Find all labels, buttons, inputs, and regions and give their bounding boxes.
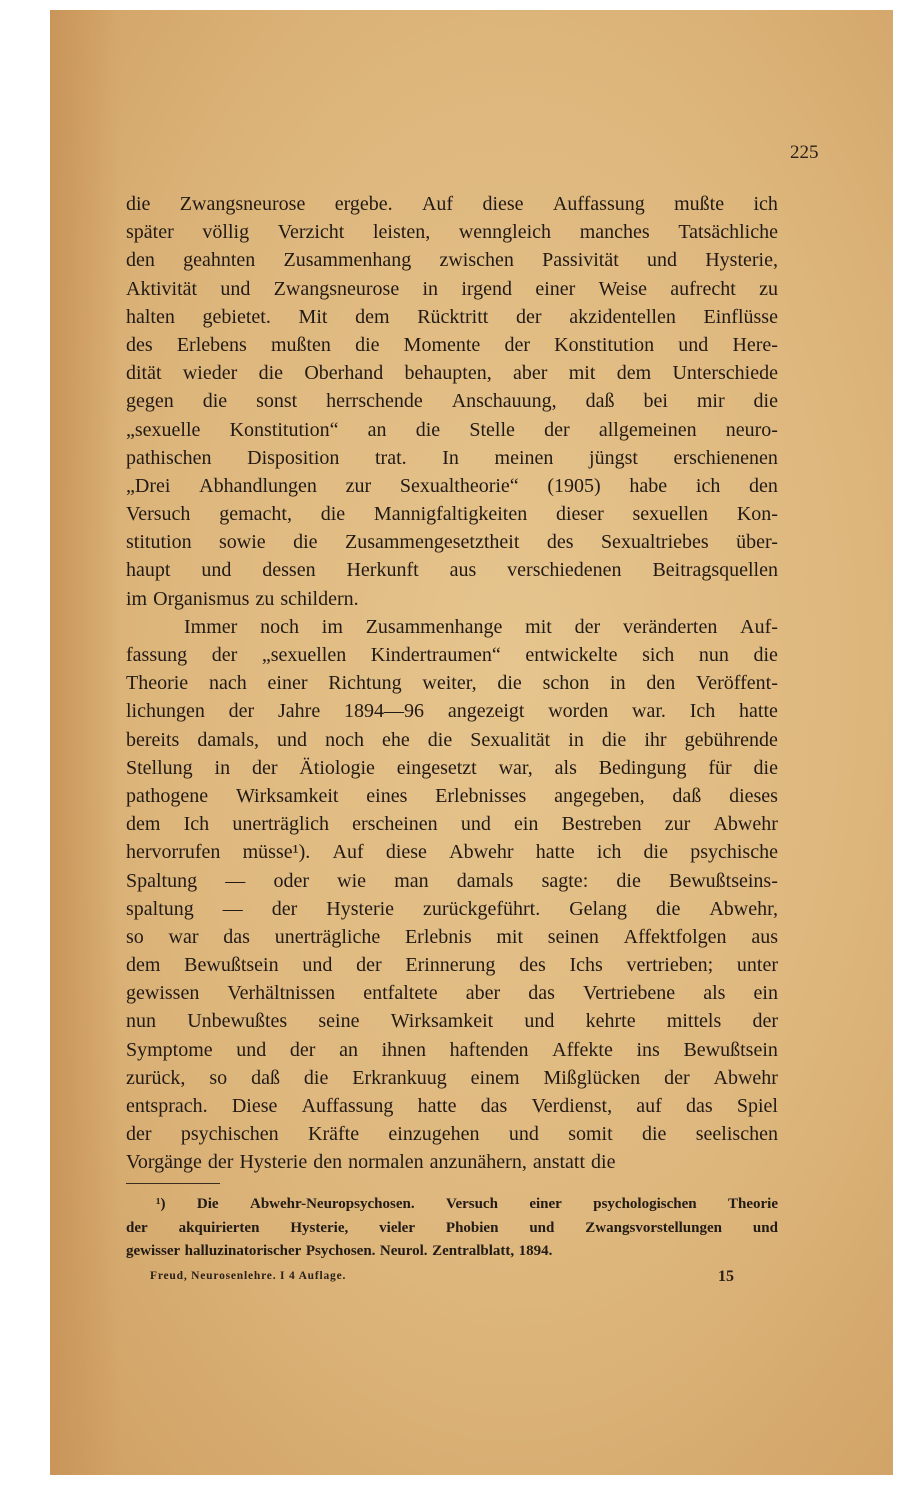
text-line: Symptome und der an ihnen haftenden Affekte ins Bewußtsein bbox=[126, 1038, 778, 1061]
text-line: pathogene Wirksamkeit eines Erlebnisses angegeben, daß dieses bbox=[126, 784, 778, 807]
text-line: des Erlebens mußten die Momente der Konstitution und Here- bbox=[126, 333, 778, 356]
text-line: später völlig Verzicht leisten, wenngleich manches Tatsächliche bbox=[126, 221, 778, 244]
text-line: halten gebietet. Mit dem Rücktritt der akzidentellen Einflüsse bbox=[126, 305, 778, 328]
text-line: Aktivität und Zwangsneurose in irgend einer Weise aufrecht zu bbox=[126, 277, 778, 300]
text-line: stitution sowie die Zusammengesetztheit des Sexualtriebes über- bbox=[126, 531, 778, 554]
text-line: dem Bewußtsein und der Erinnerung des Ichs vertrieben; unter bbox=[126, 954, 778, 977]
text-line: nun Unbewußtes seine Wirksamkeit und kehrte mittels der bbox=[126, 1010, 778, 1033]
text-line: Immer noch im Zusammenhange mit der veränderten Auf- bbox=[184, 615, 778, 638]
text-line: bereits damals, und noch ehe die Sexualität in die ihr gebührende bbox=[126, 728, 778, 751]
text-line: „sexuelle Konstitution“ an die Stelle der allgemeinen neuro- bbox=[126, 418, 778, 441]
text-line: im Organismus zu schildern. bbox=[126, 587, 359, 610]
text-line: pathischen Disposition trat. In meinen jüngst erschienenen bbox=[126, 446, 778, 469]
page-number: 225 bbox=[790, 142, 819, 163]
text-line: so war das unerträgliche Erlebnis mit seinen Affektfolgen aus bbox=[126, 925, 778, 948]
text-line: hervorrufen müsse¹). Auf diese Abwehr hatte ich die psychische bbox=[126, 841, 778, 864]
footnote bbox=[126, 1193, 778, 1264]
text-line: Theorie nach einer Richtung weiter, die schon in den Veröffent- bbox=[126, 672, 778, 695]
text-line: dem Ich unerträglich erscheinen und ein Bestreben zur Abwehr bbox=[126, 813, 778, 836]
text-line: dität wieder die Oberhand behaupten, aber mit dem Unterschiede bbox=[126, 362, 778, 385]
footer-sheet-number: 15 bbox=[718, 1268, 734, 1285]
text-line: entsprach. Diese Auffassung hatte das Verdienst, auf das Spiel bbox=[126, 1095, 778, 1117]
text-line: gegen die sonst herrschende Anschauung, daß bei mir die bbox=[126, 390, 778, 413]
footer-signature: Freud, Neurosenlehre. I 4 Auflage. bbox=[150, 1270, 347, 1282]
text-line: der akquirierten Hysterie, vieler Phobien und Zwangsvorstellungen und bbox=[126, 1219, 778, 1236]
text-line: die Zwangsneurose ergebe. Auf diese Auffassung mußte ich bbox=[126, 193, 778, 215]
text-line: „Drei Abhandlungen zur Sexualtheorie“ (1905) habe ich den bbox=[126, 474, 778, 497]
text-line: Versuch gemacht, die Mannigfaltigkeiten dieser sexuellen Kon- bbox=[126, 503, 778, 526]
text-line: haupt und dessen Herkunft aus verschiedenen Beitragsquellen bbox=[126, 559, 778, 582]
text-line: Stellung in der Ätiologie eingesetzt war, als Bedingung für die bbox=[126, 756, 778, 779]
text-line: Vorgänge der Hysterie den normalen anzunähern, anstatt die bbox=[126, 1151, 616, 1174]
text-line: den geahnten Zusammenhang zwischen Passivität und Hysterie, bbox=[126, 249, 778, 272]
text-line: zurück, so daß die Erkrankuug einem Mißglücken der Abwehr bbox=[126, 1066, 778, 1089]
text-line: ¹) Die Abwehr-Neuropsychosen. Versuch einer psychologischen Theorie bbox=[156, 1196, 778, 1212]
text-line: Spaltung — oder wie man damals sagte: die Bewußtseins- bbox=[126, 869, 778, 892]
footnote-rule bbox=[126, 1183, 220, 1184]
text-line: gewissen Verhältnissen entfaltete aber das Vertriebene als ein bbox=[126, 982, 778, 1005]
text-line: lichungen der Jahre 1894—96 angezeigt worden war. Ich hatte bbox=[126, 700, 778, 723]
text-line: gewisser halluzinatorischer Psychosen. Neurol. Zentralblatt, 1894. bbox=[126, 1243, 553, 1259]
text-line: der psychischen Kräfte einzugehen und somit die seelischen bbox=[126, 1123, 778, 1146]
text-line: spaltung — der Hysterie zurückgeführt. Gelang die Abwehr, bbox=[126, 897, 778, 920]
body-text bbox=[126, 190, 778, 1177]
text-line: fassung der „sexuellen Kindertraumen“ entwickelte sich nun die bbox=[126, 644, 778, 666]
